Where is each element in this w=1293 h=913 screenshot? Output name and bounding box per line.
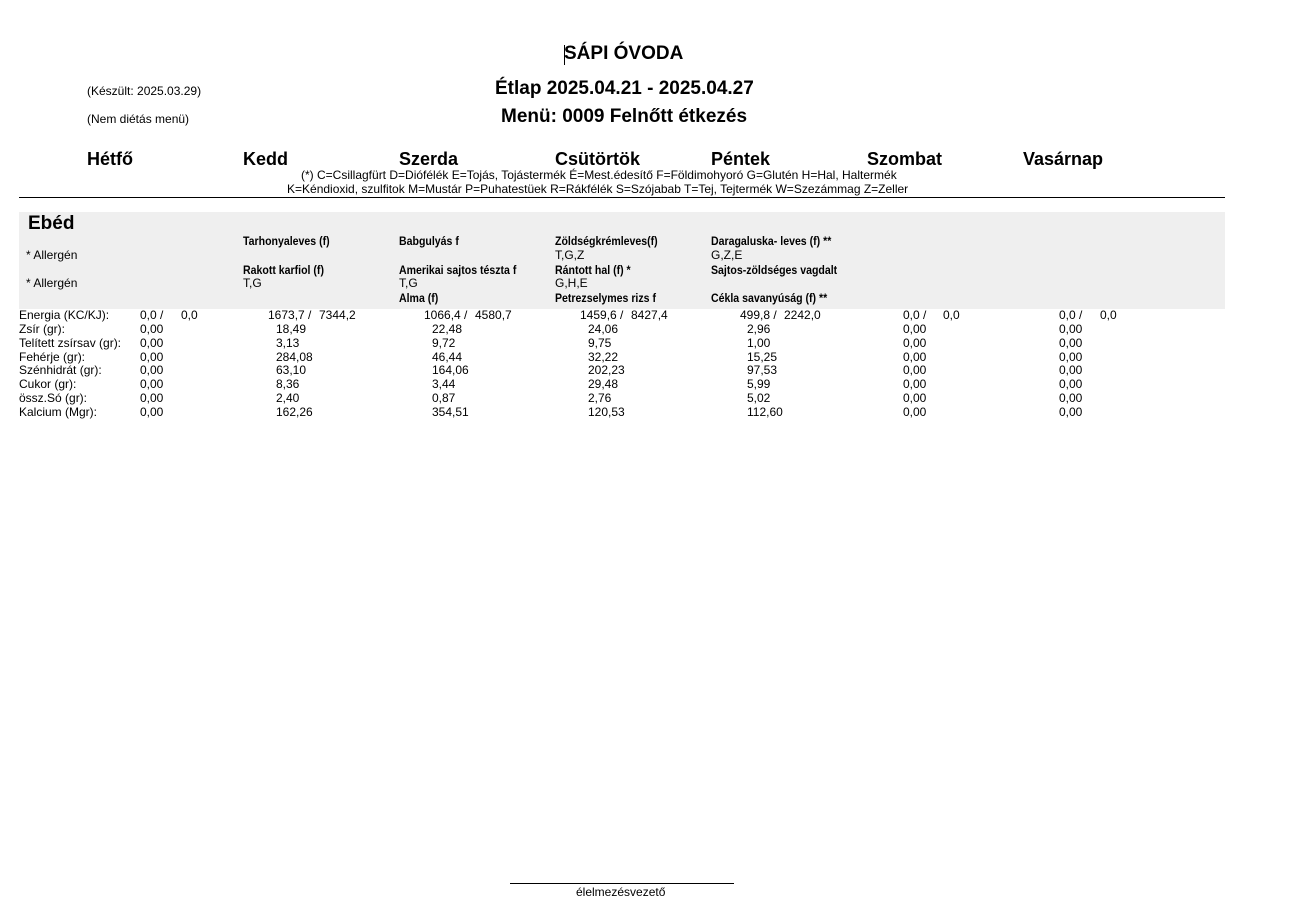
sugar-friday: 5,99 xyxy=(747,377,771,391)
salt-friday: 5,02 xyxy=(747,391,771,405)
nutrition-label-sugar: Cukor (gr): xyxy=(19,377,77,391)
fat-wednesday: 22,48 xyxy=(432,322,463,336)
energy-kc-monday: 0,0 / xyxy=(140,308,164,322)
thursday-soup-allergen: T,G,Z xyxy=(555,248,585,262)
sugar-tuesday: 8,36 xyxy=(276,377,300,391)
energy-kj-monday: 0,0 xyxy=(181,308,198,322)
fat-friday: 2,96 xyxy=(747,322,771,336)
menu-period: Étlap 2025.04.21 - 2025.04.27 xyxy=(495,78,754,99)
nutrition-label-saturated-fat: Telített zsírsav (gr): xyxy=(19,336,122,350)
energy-kc-friday: 499,8 / xyxy=(740,308,777,322)
energy-kj-friday: 2242,0 xyxy=(784,308,821,322)
main-allergen-label: * Allergén xyxy=(26,276,78,290)
energy-kc-saturday: 0,0 / xyxy=(903,308,927,322)
energy-kc-wednesday: 1066,4 / xyxy=(424,308,468,322)
menu-title: Menü: 0009 Felnőtt étkezés xyxy=(501,106,748,127)
saturated-fat-monday: 0,00 xyxy=(140,336,164,350)
sugar-saturday: 0,00 xyxy=(903,377,927,391)
saturated-fat-thursday: 9,75 xyxy=(588,336,612,350)
section-title: Ebéd xyxy=(28,213,75,234)
carbohydrate-tuesday: 63,10 xyxy=(276,363,307,377)
energy-kc-tuesday: 1673,7 / xyxy=(268,308,312,322)
calcium-saturday: 0,00 xyxy=(903,405,927,419)
salt-tuesday: 2,40 xyxy=(276,391,300,405)
friday-main: Sajtos-zöldséges vagdalt xyxy=(711,263,838,277)
sugar-thursday: 29,48 xyxy=(588,377,619,391)
tuesday-soup: Tarhonyaleves (f) xyxy=(243,234,330,248)
soup-allergen-label: * Allergén xyxy=(26,248,78,262)
thursday-main-allergen: G,H,E xyxy=(555,276,588,290)
sugar-monday: 0,00 xyxy=(140,377,164,391)
carbohydrate-friday: 97,53 xyxy=(747,363,778,377)
calcium-tuesday: 162,26 xyxy=(276,405,313,419)
fat-thursday: 24,06 xyxy=(588,322,619,336)
energy-kc-thursday: 1459,6 / xyxy=(580,308,624,322)
friday-soup: Daragaluska- leves (f) ** xyxy=(711,234,832,248)
header-divider xyxy=(19,197,1225,198)
school-name: SÁPI ÓVODA xyxy=(564,43,684,64)
wednesday-main: Amerikai sajtos tészta f xyxy=(399,263,517,277)
protein-thursday: 32,22 xyxy=(588,350,619,364)
signature-label: élelmezésvezető xyxy=(576,885,666,899)
thursday-main: Rántott hal (f) * xyxy=(555,263,631,277)
nutrition-label-calcium: Kalcium (Mgr): xyxy=(19,405,98,419)
protein-friday: 15,25 xyxy=(747,350,778,364)
fat-tuesday: 18,49 xyxy=(276,322,307,336)
saturated-fat-friday: 1,00 xyxy=(747,336,771,350)
calcium-friday: 112,60 xyxy=(747,405,783,419)
protein-wednesday: 46,44 xyxy=(432,350,463,364)
wednesday-side: Alma (f) xyxy=(399,291,439,305)
created-date: (Készült: 2025.03.29) xyxy=(87,84,202,98)
day-header-saturday: Szombat xyxy=(867,149,943,169)
carbohydrate-monday: 0,00 xyxy=(140,363,164,377)
energy-kj-saturday: 0,0 xyxy=(943,308,960,322)
carbohydrate-sunday: 0,00 xyxy=(1059,363,1083,377)
carbohydrate-wednesday: 164,06 xyxy=(432,363,469,377)
sugar-wednesday: 3,44 xyxy=(432,377,456,391)
salt-saturday: 0,00 xyxy=(903,391,927,405)
sugar-sunday: 0,00 xyxy=(1059,377,1083,391)
saturated-fat-tuesday: 3,13 xyxy=(276,336,300,350)
tuesday-main-allergen: T,G xyxy=(243,276,262,290)
salt-thursday: 2,76 xyxy=(588,391,612,405)
calcium-thursday: 120,53 xyxy=(588,405,625,419)
day-header-tuesday: Kedd xyxy=(243,149,288,169)
allergen-legend-line-2: K=Kéndioxid, szulfitok M=Mustár P=Puhatestüek R=Rákfélék S=Szójabab T=Tej, Tejtermék W=Szezámmag Z=Zeller xyxy=(287,182,909,196)
nutrition-label-salt: össz.Só (gr): xyxy=(19,391,88,405)
thursday-soup: Zöldségkrémleves(f) xyxy=(555,234,658,248)
protein-saturday: 0,00 xyxy=(903,350,927,364)
protein-tuesday: 284,08 xyxy=(276,350,313,364)
saturated-fat-saturday: 0,00 xyxy=(903,336,927,350)
saturated-fat-sunday: 0,00 xyxy=(1059,336,1083,350)
energy-kc-sunday: 0,0 / xyxy=(1059,308,1083,322)
day-header-wednesday: Szerda xyxy=(399,149,459,169)
calcium-monday: 0,00 xyxy=(140,405,164,419)
protein-sunday: 0,00 xyxy=(1059,350,1083,364)
salt-monday: 0,00 xyxy=(140,391,164,405)
signature-line xyxy=(510,883,734,884)
day-header-friday: Péntek xyxy=(711,149,771,169)
carbohydrate-saturday: 0,00 xyxy=(903,363,927,377)
protein-monday: 0,00 xyxy=(140,350,164,364)
carbohydrate-thursday: 202,23 xyxy=(588,363,625,377)
saturated-fat-wednesday: 9,72 xyxy=(432,336,456,350)
salt-sunday: 0,00 xyxy=(1059,391,1083,405)
diet-note: (Nem diétás menü) xyxy=(87,112,190,126)
wednesday-soup: Babgulyás f xyxy=(399,234,459,248)
friday-side: Cékla savanyúság (f) ** xyxy=(711,291,828,305)
energy-kj-sunday: 0,0 xyxy=(1100,308,1117,322)
calcium-sunday: 0,00 xyxy=(1059,405,1083,419)
friday-soup-allergen: G,Z,E xyxy=(711,248,743,262)
energy-kj-thursday: 8427,4 xyxy=(631,308,668,322)
fat-monday: 0,00 xyxy=(140,322,164,336)
fat-sunday: 0,00 xyxy=(1059,322,1083,336)
wednesday-main-allergen: T,G xyxy=(399,276,418,290)
day-header-sunday: Vasárnap xyxy=(1023,149,1104,169)
day-header-monday: Hétfő xyxy=(87,149,133,169)
nutrition-label-protein: Fehérje (gr): xyxy=(19,350,86,364)
nutrition-label-fat: Zsír (gr): xyxy=(19,322,65,336)
salt-wednesday: 0,87 xyxy=(432,391,456,405)
nutrition-label-carbohydrate: Szénhidrát (gr): xyxy=(19,363,102,377)
day-header-thursday: Csütörtök xyxy=(555,149,640,169)
energy-kj-tuesday: 7344,2 xyxy=(319,308,356,322)
nutrition-label-energy: Energia (KC/KJ): xyxy=(19,308,110,322)
energy-kj-wednesday: 4580,7 xyxy=(475,308,512,322)
calcium-wednesday: 354,51 xyxy=(432,405,469,419)
tuesday-main: Rakott karfiol (f) xyxy=(243,263,324,277)
allergen-legend-line-1: (*) C=Csillagfürt D=Diófélék E=Tojás, Tojástermék É=Mest.édesítő F=Földimohyoró G=Glutén H=Hal, Haltermék xyxy=(301,168,897,182)
fat-saturday: 0,00 xyxy=(903,322,927,336)
thursday-side: Petrezselymes rizs f xyxy=(555,291,656,305)
